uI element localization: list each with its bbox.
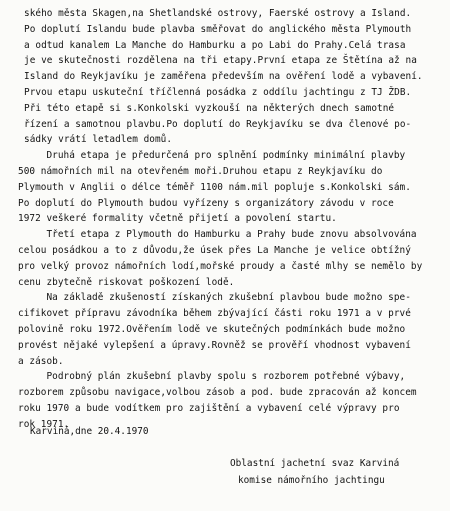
text-line: roku 1970 a bude vodítkem pro zajištění a vybavení celé výpravy pro [18, 402, 400, 414]
text-line: 1972 veškeré formality včetně přijetí a povolení startu. [18, 213, 337, 225]
text-line: cifikovet přípravu závodníka během zbývající části roku 1971 a v prvé [18, 308, 411, 320]
text-line: rozborem způsobu navigace,volbou zásob a pod. bude zpracován až koncem [18, 387, 417, 399]
text-line: Druhá etapa je předurčená pro splnění podmínky minimální plavby [18, 150, 406, 162]
text-line: celou posádkou a to z důvodu,že úsek přes La Manche je velice obtížný [18, 244, 411, 256]
signature-committee: komise námořního jachtingu [238, 475, 385, 486]
text-line: Island do Reykjavíku je zaměřena především na ověření lodě a vybavení. [24, 71, 423, 83]
text-line: Na základě zkušeností získaných zkušební plavbou bude možno spe- [18, 292, 411, 304]
text-line: provést nějaké vylepšení a úpravy.Rovněž se prověří vhodnost vybavení [18, 339, 411, 351]
text-line: Po doplutí do Plymouth budou vyřízeny s organizátory závodu v roce [18, 197, 394, 209]
text-line: Po doplutí Islandu bude plavba směřovat do anglického města Plymouth [24, 23, 412, 35]
text-line: je ve skutečnosti rozdělena na tři etapy.První etapa ze Štětína až na [24, 55, 417, 67]
place-and-date: Karviná,dne 20.4.1970 [30, 426, 149, 437]
text-line: Podrobný plán zkušební plavby spolu s rozborem potřebné výbavy, [18, 371, 406, 383]
text-line: Třetí etapa z Plymouth do Hamburku a Prahy bude znovu absolvována [18, 229, 417, 241]
text-line: cenu zbytečně riskovat poškození lodě. [18, 276, 235, 288]
signature-organization: Oblastní jachetní svaz Karviná [230, 458, 400, 469]
document-body [0, 6, 450, 433]
text-line: a zásob. [18, 355, 64, 367]
text-line: Při této etapě si s.Konkolski vyzkouší na některých dnech samotné [24, 102, 395, 114]
text-line: 500 námořních mil na otevřeném moři.Druhou etapu z Reykjavíku do [18, 165, 383, 177]
text-line: řízení a samotnou plavbu.Po doplutí do Reykjavíku se dva členové po- [24, 118, 412, 130]
text-line: sádky vrátí letadlem domů. [24, 134, 173, 146]
text-line: Plymouth v Anglii o délce téměř 1100 nám.mil popluje s.Konkolski sám. [18, 181, 411, 193]
text-line: a odtud kanalem La Manche do Hamburku a po Labi do Prahy.Celá trasa [24, 39, 406, 51]
text-line: Prvou etapu uskuteční tříčlenná posádka z oddílu jachtingu z TJ ŽDB. [24, 86, 412, 98]
text-line: ského města Skagen,na Shetlandské ostrovy, Faerské ostrovy a Island. [24, 8, 412, 19]
text-line: polovině roku 1972.Ověřením lodě ve skutečných podmínkách bude možno [18, 323, 406, 335]
text-line: rok 1971. [18, 418, 70, 430]
text-line: pro velký provoz námořních lodí,mořské proudy a časté mlhy se nemělo by [18, 260, 423, 272]
